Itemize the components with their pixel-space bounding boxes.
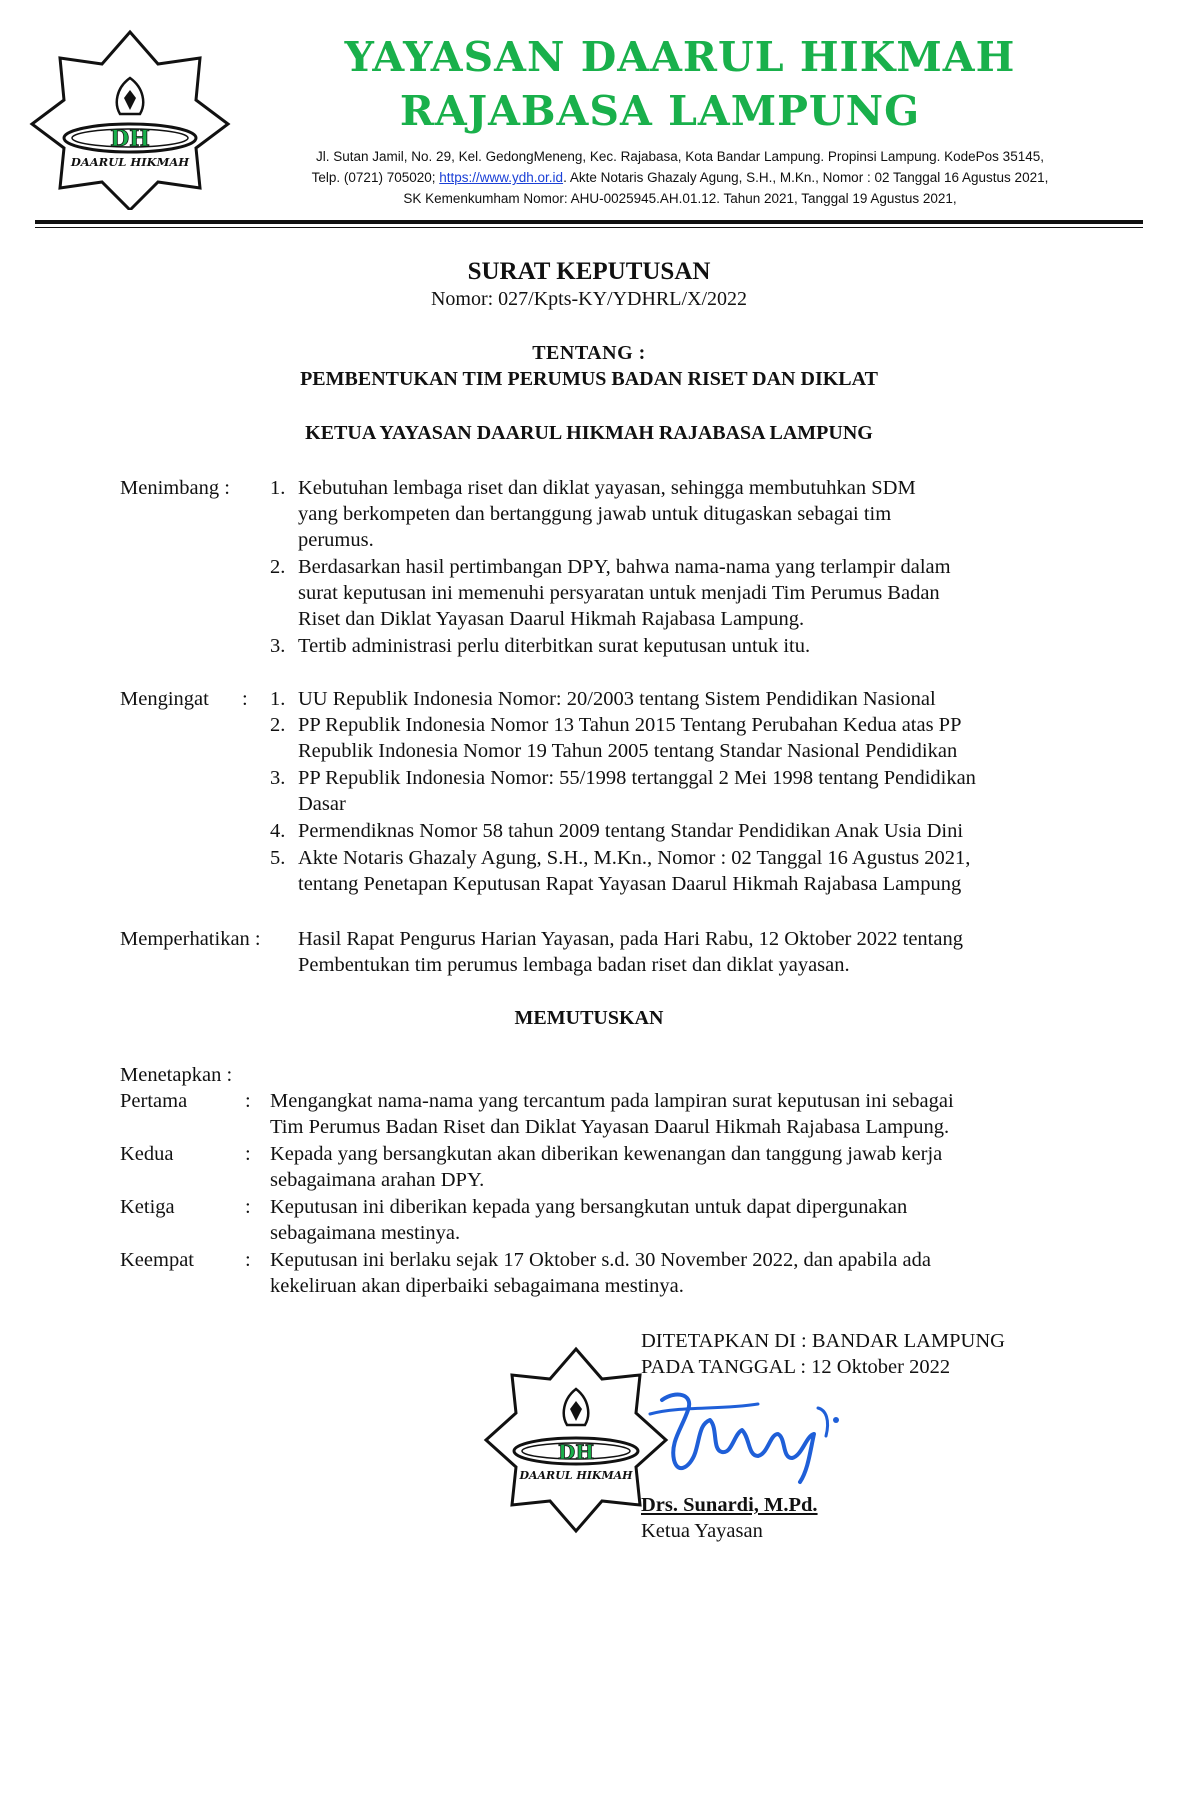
decision-keempat-line2: kekeliruan akan diperbaiki sebagaimana mestinya.: [270, 1275, 684, 1297]
document-title: SURAT KEPUTUSAN: [467, 258, 711, 285]
menimbang-num-1: 1.: [270, 477, 286, 499]
mengingat-1-line1: UU Republik Indonesia Nomor: 20/2003 tentang Sistem Pendidikan Nasional: [298, 688, 936, 710]
website-link[interactable]: https://www.ydh.or.id: [439, 170, 564, 185]
mengingat-num-2: 2.: [270, 714, 286, 736]
address-line3: SK Kemenkumham Nomor: AHU-0025945.AH.01.12. Tahun 2021, Tanggal 19 Agustus 2021,: [403, 191, 957, 206]
mengingat-colon: :: [242, 688, 248, 710]
header-rule-thick: [35, 220, 1143, 224]
menimbang-1-line3: perumus.: [298, 529, 374, 551]
decision-keempat-label: Keempat: [120, 1249, 194, 1271]
mengingat-num-3: 3.: [270, 767, 286, 789]
handwritten-signature: [640, 1380, 860, 1490]
signatory-name: Drs. Sunardi, M.Pd.: [641, 1494, 818, 1516]
logo-caption: DAARUL HIKMAH: [70, 155, 190, 169]
mengingat-3-line1: PP Republik Indonesia Nomor: 55/1998 tertanggal 2 Mei 1998 tentang Pendidikan: [298, 767, 976, 789]
decision-pertama-line1: Mengangkat nama-nama yang tercantum pada lampiran surat keputusan ini sebagai: [270, 1090, 954, 1112]
decision-kedua-line1: Kepada yang bersangkutan akan diberikan kewenangan dan tanggung jawab kerja: [270, 1143, 943, 1165]
signature-place: DITETAPKAN DI : BANDAR LAMPUNG: [641, 1330, 1005, 1352]
document-number: Nomor: 027/Kpts-KY/YDHRL/X/2022: [430, 288, 748, 310]
stamp-letters: DH: [557, 1440, 595, 1464]
foundation-logo: [28, 28, 233, 210]
menimbang-2-line1: Berdasarkan hasil pertimbangan DPY, bahwa nama-nama yang terlampir dalam: [298, 556, 951, 578]
mengingat-5-line2: tentang Penetapan Keputusan Rapat Yayasan Daarul Hikmah Rajabasa Lampung: [298, 873, 962, 895]
decision-ketiga-line2: sebagaimana mestinya.: [270, 1222, 461, 1244]
menimbang-1-line2: yang berkompeten dan bertanggung jawab untuk ditugaskan sebagai tim: [298, 503, 892, 525]
mengingat-num-5: 5.: [270, 847, 286, 869]
decision-ketiga-line1: Keputusan ini diberikan kepada yang bersangkutan untuk dapat dipergunakan: [270, 1196, 908, 1218]
menimbang-num-3: 3.: [270, 635, 286, 657]
memutuskan-heading: MEMUTUSKAN: [514, 1007, 664, 1029]
decision-pertama-colon: :: [245, 1090, 251, 1112]
mengingat-num-1: 1.: [270, 688, 286, 710]
mengingat-5-line1: Akte Notaris Ghazaly Agung, S.H., M.Kn., Nomor : 02 Tanggal 16 Agustus 2021,: [298, 847, 971, 869]
decision-pertama-line2: Tim Perumus Badan Riset dan Diklat Yayasan Daarul Hikmah Rajabasa Lampung.: [270, 1116, 950, 1138]
menimbang-2-line2: surat keputusan ini memenuhi persyaratan untuk menjadi Tim Perumus Badan: [298, 582, 940, 604]
menimbang-2-line3: Riset dan Diklat Yayasan Daarul Hikmah Rajabasa Lampung.: [298, 608, 805, 630]
decision-keempat-line1: Keputusan ini berlaku sejak 17 Oktober s.d. 30 November 2022, dan apabila ada: [270, 1249, 931, 1271]
document-subject: PEMBENTUKAN TIM PERUMUS BADAN RISET DAN DIKLAT: [300, 368, 878, 390]
header-rule-thin: [35, 227, 1143, 228]
address-line2: [230, 167, 1130, 188]
mengingat-num-4: 4.: [270, 820, 286, 842]
memperhatikan-line2: Pembentukan tim perumus lembaga badan riset dan diklat yayasan.: [298, 954, 850, 976]
mengingat-label: Mengingat: [120, 688, 209, 710]
decision-kedua-line2: sebagaimana arahan DPY.: [270, 1169, 485, 1191]
issuer-heading: KETUA YAYASAN DAARUL HIKMAH RAJABASA LAMPUNG: [305, 422, 873, 444]
decision-kedua-label: Kedua: [120, 1143, 174, 1165]
address-line1: Jl. Sutan Jamil, No. 29, Kel. GedongMeneng, Kec. Rajabasa, Kota Bandar Lampung. Propinsi Lampung. KodePos 35145,: [316, 149, 1044, 164]
logo-letters: DH: [110, 126, 150, 152]
signature-date: PADA TANGGAL : 12 Oktober 2022: [641, 1356, 951, 1378]
stamp-caption: DAARUL HIKMAH: [519, 1469, 633, 1482]
foundation-name-line2: RAJABASA LAMPUNG: [399, 87, 921, 135]
memperhatikan-line1: Hasil Rapat Pengurus Harian Yayasan, pada Hari Rabu, 12 Oktober 2022 tentang: [298, 928, 963, 950]
menimbang-3-line1: Tertib administrasi perlu diterbitkan surat keputusan untuk itu.: [298, 635, 811, 657]
decision-ketiga-colon: :: [245, 1196, 251, 1218]
tentang-heading: TENTANG :: [532, 342, 646, 364]
menimbang-label: Menimbang :: [120, 477, 230, 499]
decision-keempat-colon: :: [245, 1249, 251, 1271]
decision-ketiga-label: Ketiga: [120, 1196, 175, 1218]
address-notary: . Akte Notaris Ghazaly Agung, S.H., M.Kn., Nomor : 02 Tanggal 16 Agustus 2021,: [563, 170, 1049, 185]
memperhatikan-label: Memperhatikan :: [120, 928, 261, 950]
mengingat-2-line2: Republik Indonesia Nomor 19 Tahun 2005 tentang Standar Nasional Pendidikan: [298, 740, 958, 762]
menimbang-num-2: 2.: [270, 556, 286, 578]
menimbang-1-line1: Kebutuhan lembaga riset dan diklat yayasan, sehingga membutuhkan SDM: [298, 477, 916, 499]
signatory-position: Ketua Yayasan: [641, 1520, 763, 1542]
decision-kedua-colon: :: [245, 1143, 251, 1165]
address-phone: Telp. (0721) 705020;: [311, 170, 440, 185]
foundation-name-line1: YAYASAN DAARUL HIKMAH: [344, 33, 1016, 81]
mengingat-2-line1: PP Republik Indonesia Nomor 13 Tahun 2015 Tentang Perubahan Kedua atas PP: [298, 714, 962, 736]
decision-pertama-label: Pertama: [120, 1090, 188, 1112]
menetapkan-label: Menetapkan :: [120, 1064, 233, 1086]
mengingat-3-line2: Dasar: [298, 793, 346, 815]
mengingat-4-line1: Permendiknas Nomor 58 tahun 2009 tentang Standar Pendidikan Anak Usia Dini: [298, 820, 964, 842]
